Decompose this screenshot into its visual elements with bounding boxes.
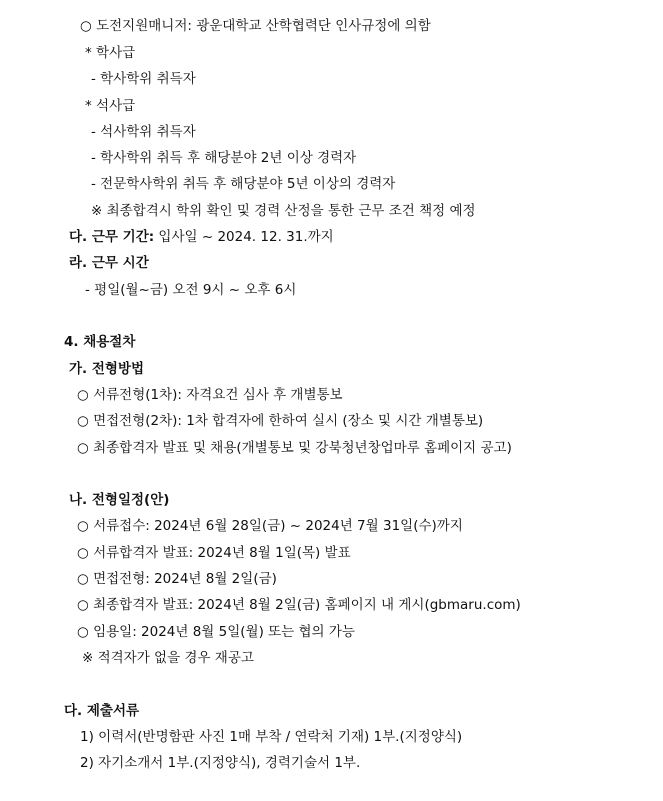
schedule-heading: 나. 전형일정(안)	[69, 492, 170, 508]
item-challenge-manager: ○ 도전지원매니저: 광운대학교 산학협력단 인사규정에 의함	[80, 18, 431, 34]
sub-bachelor-level: * 학사급	[85, 45, 136, 61]
master-degree-holder: - 석사학위 취득자	[91, 124, 196, 140]
sub-master-level: * 석사급	[85, 98, 136, 114]
doc-self-intro: 2) 자기소개서 1부.(지정양식), 경력기술서 1부.	[80, 755, 361, 771]
work-period-value: 입사일 ~ 2024. 12. 31.까지	[154, 229, 334, 245]
associate-plus-5yr: - 전문학사학위 취득 후 해당분야 5년 이상의 경력자	[91, 176, 396, 192]
schedule-application: ○ 서류접수: 2024년 6월 28일(금) ~ 2024년 7월 31일(수)까지	[77, 518, 463, 534]
schedule-document-result: ○ 서류합격자 발표: 2024년 8월 1일(목) 발표	[77, 545, 351, 561]
work-hours-heading: 라. 근무 시간	[69, 255, 149, 271]
doc-resume: 1) 이력서(반명함판 사진 1매 부착 / 연락처 기재) 1부.(지정양식)	[80, 729, 463, 745]
document-screening: ○ 서류전형(1차): 자격요건 심사 후 개별통보	[77, 387, 343, 403]
work-hours-detail: - 평일(월~금) 오전 9시 ~ 오후 6시	[85, 282, 297, 298]
final-announcement: ○ 최종합격자 발표 및 채용(개별통보 및 강북청년창업마루 홈페이지 공고)	[77, 440, 512, 456]
schedule-interview: ○ 면접전형: 2024년 8월 2일(금)	[77, 571, 277, 587]
work-period	[69, 228, 334, 246]
submission-docs-heading: 다. 제출서류	[64, 703, 140, 719]
schedule-final-result: ○ 최종합격자 발표: 2024년 8월 2일(금) 홈페이지 내 게시(gbmaru.com)	[77, 597, 521, 613]
work-period-label: 다. 근무 기간:	[69, 229, 155, 245]
interview-screening: ○ 면접전형(2차): 1차 합격자에 한하여 실시 (장소 및 시간 개별통보)	[77, 413, 484, 429]
bachelor-plus-2yr: - 학사학위 취득 후 해당분야 2년 이상 경력자	[91, 150, 357, 166]
bachelor-degree-holder: - 학사학위 취득자	[91, 71, 196, 87]
section-recruitment-process: 4. 채용절차	[64, 334, 136, 350]
final-pass-note: ※ 최종합격시 학위 확인 및 경력 산정을 통한 근무 조건 책정 예정	[91, 203, 476, 219]
re-announcement-note: ※ 적격자가 없을 경우 재공고	[82, 650, 254, 666]
schedule-appointment: ○ 임용일: 2024년 8월 5일(월) 또는 협의 가능	[77, 624, 355, 640]
screening-method-heading: 가. 전형방법	[69, 361, 145, 377]
